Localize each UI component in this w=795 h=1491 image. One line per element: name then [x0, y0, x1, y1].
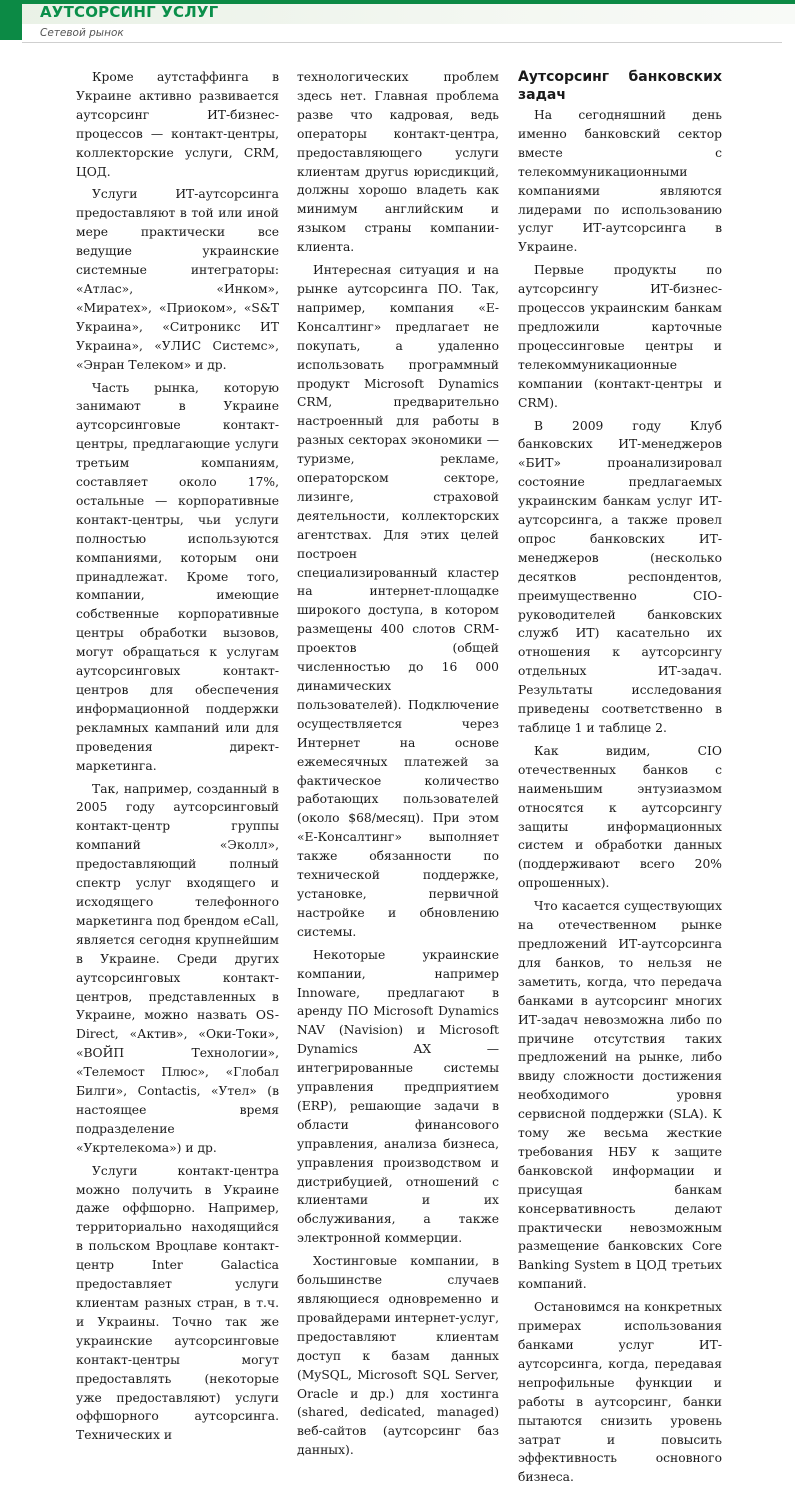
paragraph: Некоторые украинские компании, например Innoware, предлагают в аренду ПО Microsoft Dynamics NAV (Navision) и Microsoft Dynamics AX — интегрированные системы управления предприятием (ERP), решающие задачи в области финансового управления, анализа бизнеса, управления производством и дистрибуцией, отношений с клиентами и их обслуживания, а также электронной коммерции.: [297, 947, 499, 1246]
paragraph: Услуги контакт-центра можно получить в Украине даже оффшорно. Например, территориально находящийся в польском Вроцлаве контакт-центр Inter Galactica предоставляет услуги клиентам разных стран, в т.ч. и Украины. Точно так же украинские аутсорсинговые контакт-центры могут предоставлять (некоторые уже предоставляют) услуги оффшорного аутсорсинга. Технических и: [76, 1163, 279, 1443]
paragraph: Остановимся на конкретных примерах использования банками услуг ИТ-аутсорсинга, когда, передавая непрофильные функции и работы в аутсорсинг, банки пытаются снизить уровень затрат и повысить эффективность основного бизнеса.: [518, 1300, 722, 1485]
paragraph: На сегодняшний день именно банковский сектор вместе с телекоммуникационными компаниями являются лидерами по использованию услуг ИТ-аутсорсинга в Украине.: [518, 108, 722, 255]
article-column-2: [297, 68, 499, 1464]
paragraph: Интересная ситуация и на рынке аутсорсинга ПО. Так, например, компания «Е-Консалтинг» предлагает не покупать, а удаленно использовать программный продукт Microsoft Dynamics CRM, предварительно настроенный для работы в разных секторах экономики — туризме, рекламе, операторском секторе, лизинге, страховой деятельности, коллекторских агентствах. Для этих целей построен специализированный кластер на интернет-площадке широкого доступа, в котором размещены 400 слотов CRM-проектов (общей численностью до 16 000 динамических пользователей). Подключение осуществляется через Интернет на основе ежемесячных платежей за фактическое количество работающих пользователей (около $68/месяц). При этом «Е-Консалтинг» выполняет также обязанности по технической поддержке, установке, первичной настройке и обновлению системы.: [297, 263, 499, 939]
paragraph: Часть рынка, которую занимают в Украине аутсорсинговые контакт-центры, предлагающие услуги третьим компаниям, составляет около 17%, остальные — корпоративные контакт-центры, чьи услуги полностью используются компаниями, которым они принадлежат. Кроме того, компании, имеющие собственные корпоративные центры обработки вызовов, могут обращаться к услугам аутсорсинговых контакт-центров для обеспечения информационной поддержки рекламных кампаний или для проведения директ-маркетинга.: [76, 380, 279, 773]
paragraph: Хостинговые компании, в большинстве случаев являющиеся одновременно и провайдерами интернет-услуг, предоставляют клиентам доступ к базам данных (MySQL, Microsoft SQL Server, Oracle и др.) для хостинга (shared, dedicated, managed) веб-сайтов (аутсорсинг баз данных).: [297, 1254, 499, 1458]
paragraph: Как видим, CIO отечественных банков с наименьшим энтузиазмом относятся к аутсорсингу защиты информационных систем и обработки данных (поддерживают всего 20% опрошенных).: [518, 743, 722, 891]
paragraph: В 2009 году Клуб банковских ИТ-менеджеров «БИТ» проанализировал состояние предлагаемых украинским банкам услуг ИТ-аутсорсинга, а также провел опрос банковских ИТ-менеджеров (несколько десятков респондентов, преимущественно CIO-руководителей банковских служб ИТ) касательно их отношения к аутсорсингу отдельных ИТ-задач. Результаты исследования приведены соответственно в таблице 1 и таблице 2.: [518, 418, 722, 735]
section-heading: Аутсорсинг банковских задач: [518, 69, 722, 103]
paragraph: Кроме аутстаффинга в Украине активно развивается аутсорсинг ИТ-бизнес-процессов — контакт-центры, коллекторские услуги, CRM, ЦОД.: [76, 70, 279, 179]
paragraph: Первые продукты по аутсорсингу ИТ-бизнес-процессов украинским банкам предложили карточные процессинговые центры и телекоммуникационные компании (контакт-центры и CRM).: [518, 263, 722, 410]
accent-stripe: [0, 0, 22, 40]
paragraph: Что касается существующих на отечественном рынке предложений ИТ-аутсорсинга для банков, то нельзя не заметить, когда, что передача банками в аутсорсинг многих ИТ-задач невозможна либо по причине отсутствия таких предложений на рынке, либо ввиду сложности достижения необходимого уровня сервисной поддержки (SLA). К тому же весьма жесткие требования НБУ к защите банковской информации и присущая банкам консервативность делают практически невозможным размещение банковских Core Banking System в ЦОД третьих компаний.: [518, 899, 722, 1292]
paragraph: Услуги ИТ-аутсорсинга предоставляют в той или иной мере практически все ведущие украинские системные интеграторы: «Атлас», «Инком», «Миратех», «Приоком», «S&T Украина», «Ситроникс ИТ Украина», «УЛИС Системс», «Энран Телеком» и др.: [76, 187, 279, 372]
article-column-3: [518, 68, 722, 1491]
section-title: АУТСОРСИНГ УСЛУГ: [40, 3, 219, 21]
header-divider: [22, 42, 782, 43]
subsection-title: Сетевой рынок: [40, 27, 124, 39]
paragraph: Так, например, созданный в 2005 году аутсорсинговый контакт-центр группы компаний «Эколл», предоставляющий полный спектр услуг входящего и исходящего телефонного маркетинга под брендом eCall, является сегодня крупнейшим в Украине. Среди других аутсорсинговых контакт-центров, представленных в Украине, можно назвать OS-Direct, «Актив», «Оки-Токи», «ВОЙП Технологии», «Телемост Плюс», «Глобал Билги», Contactis, «Утел» (в настоящее время подразделение «Укртелекома») и др.: [76, 781, 279, 1155]
paragraph: технологических проблем здесь нет. Главная проблема разве что кадровая, ведь операторы контакт-центра, предоставляющего услуги клиентам другus юрисдикций, должны хорошо владеть как минимум английским и языком страны компании-клиента.: [297, 70, 499, 255]
article-column-1: [76, 68, 279, 1449]
